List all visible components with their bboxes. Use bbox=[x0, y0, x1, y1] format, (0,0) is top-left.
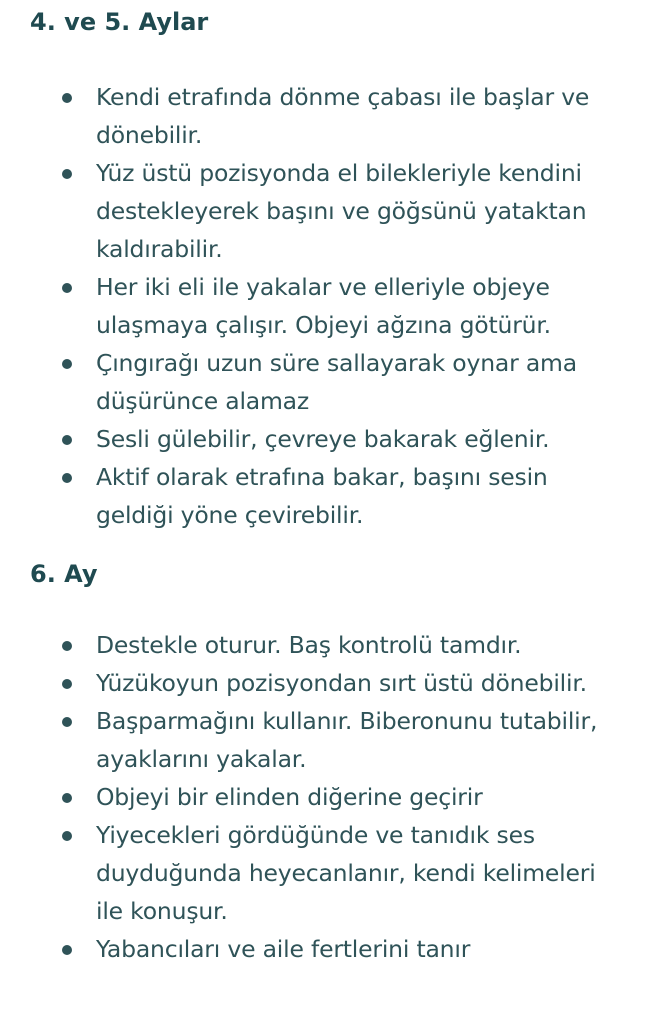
list-item bbox=[0, 268, 652, 344]
bullet-icon bbox=[62, 473, 72, 483]
section-heading-6-months: 6. Ay bbox=[30, 560, 98, 588]
list-item bbox=[0, 420, 652, 458]
bullet-icon bbox=[62, 793, 72, 803]
milestone-list-4-5-months bbox=[0, 78, 652, 534]
section-heading-4-5-months: 4. ve 5. Aylar bbox=[30, 8, 209, 36]
list-item bbox=[0, 664, 652, 702]
list-item bbox=[0, 344, 652, 420]
list-item-text: Başparmağını kullanır. Biberonunu tutabilir, ayaklarını yakalar. bbox=[96, 707, 598, 773]
list-item-text: Objeyi bir elinden diğerine geçirir bbox=[96, 783, 483, 811]
list-item-text: Sesli gülebilir, çevreye bakarak eğlenir. bbox=[96, 425, 550, 453]
list-item-text: Yabancıları ve aile fertlerini tanır bbox=[96, 935, 471, 963]
bullet-icon bbox=[62, 359, 72, 369]
bullet-icon bbox=[62, 169, 72, 179]
list-item bbox=[0, 78, 652, 154]
list-item bbox=[0, 154, 652, 268]
bullet-icon bbox=[62, 93, 72, 103]
list-item bbox=[0, 930, 652, 968]
list-item-text: Her iki eli ile yakalar ve elleriyle objeye ulaşmaya çalışır. Objeyi ağzına götürür. bbox=[96, 273, 551, 339]
bullet-icon bbox=[62, 831, 72, 841]
list-item bbox=[0, 778, 652, 816]
bullet-icon bbox=[62, 945, 72, 955]
bullet-icon bbox=[62, 435, 72, 445]
list-item bbox=[0, 816, 652, 930]
bullet-icon bbox=[62, 717, 72, 727]
bullet-icon bbox=[62, 679, 72, 689]
list-item-text: Yüzükoyun pozisyondan sırt üstü dönebilir. bbox=[96, 669, 587, 697]
bullet-icon bbox=[62, 283, 72, 293]
list-item-text: Kendi etrafında dönme çabası ile başlar ve dönebilir. bbox=[96, 83, 590, 149]
bullet-icon bbox=[62, 641, 72, 651]
list-item-text: Çıngırağı uzun süre sallayarak oynar ama düşürünce alamaz bbox=[96, 349, 577, 415]
milestone-list-6-months bbox=[0, 626, 652, 968]
list-item bbox=[0, 626, 652, 664]
list-item bbox=[0, 458, 652, 534]
list-item-text: Yüz üstü pozisyonda el bilekleriyle kendini destekleyerek başını ve göğsünü yataktan kaldırabilir. bbox=[96, 159, 587, 263]
list-item-text: Aktif olarak etrafına bakar, başını sesin geldiği yöne çevirebilir. bbox=[96, 463, 548, 529]
list-item-text: Yiyecekleri gördüğünde ve tanıdık ses duyduğunda heyecanlanır, kendi kelimeleri ile konuşur. bbox=[96, 821, 596, 925]
list-item-text: Destekle oturur. Baş kontrolü tamdır. bbox=[96, 631, 522, 659]
list-item bbox=[0, 702, 652, 778]
